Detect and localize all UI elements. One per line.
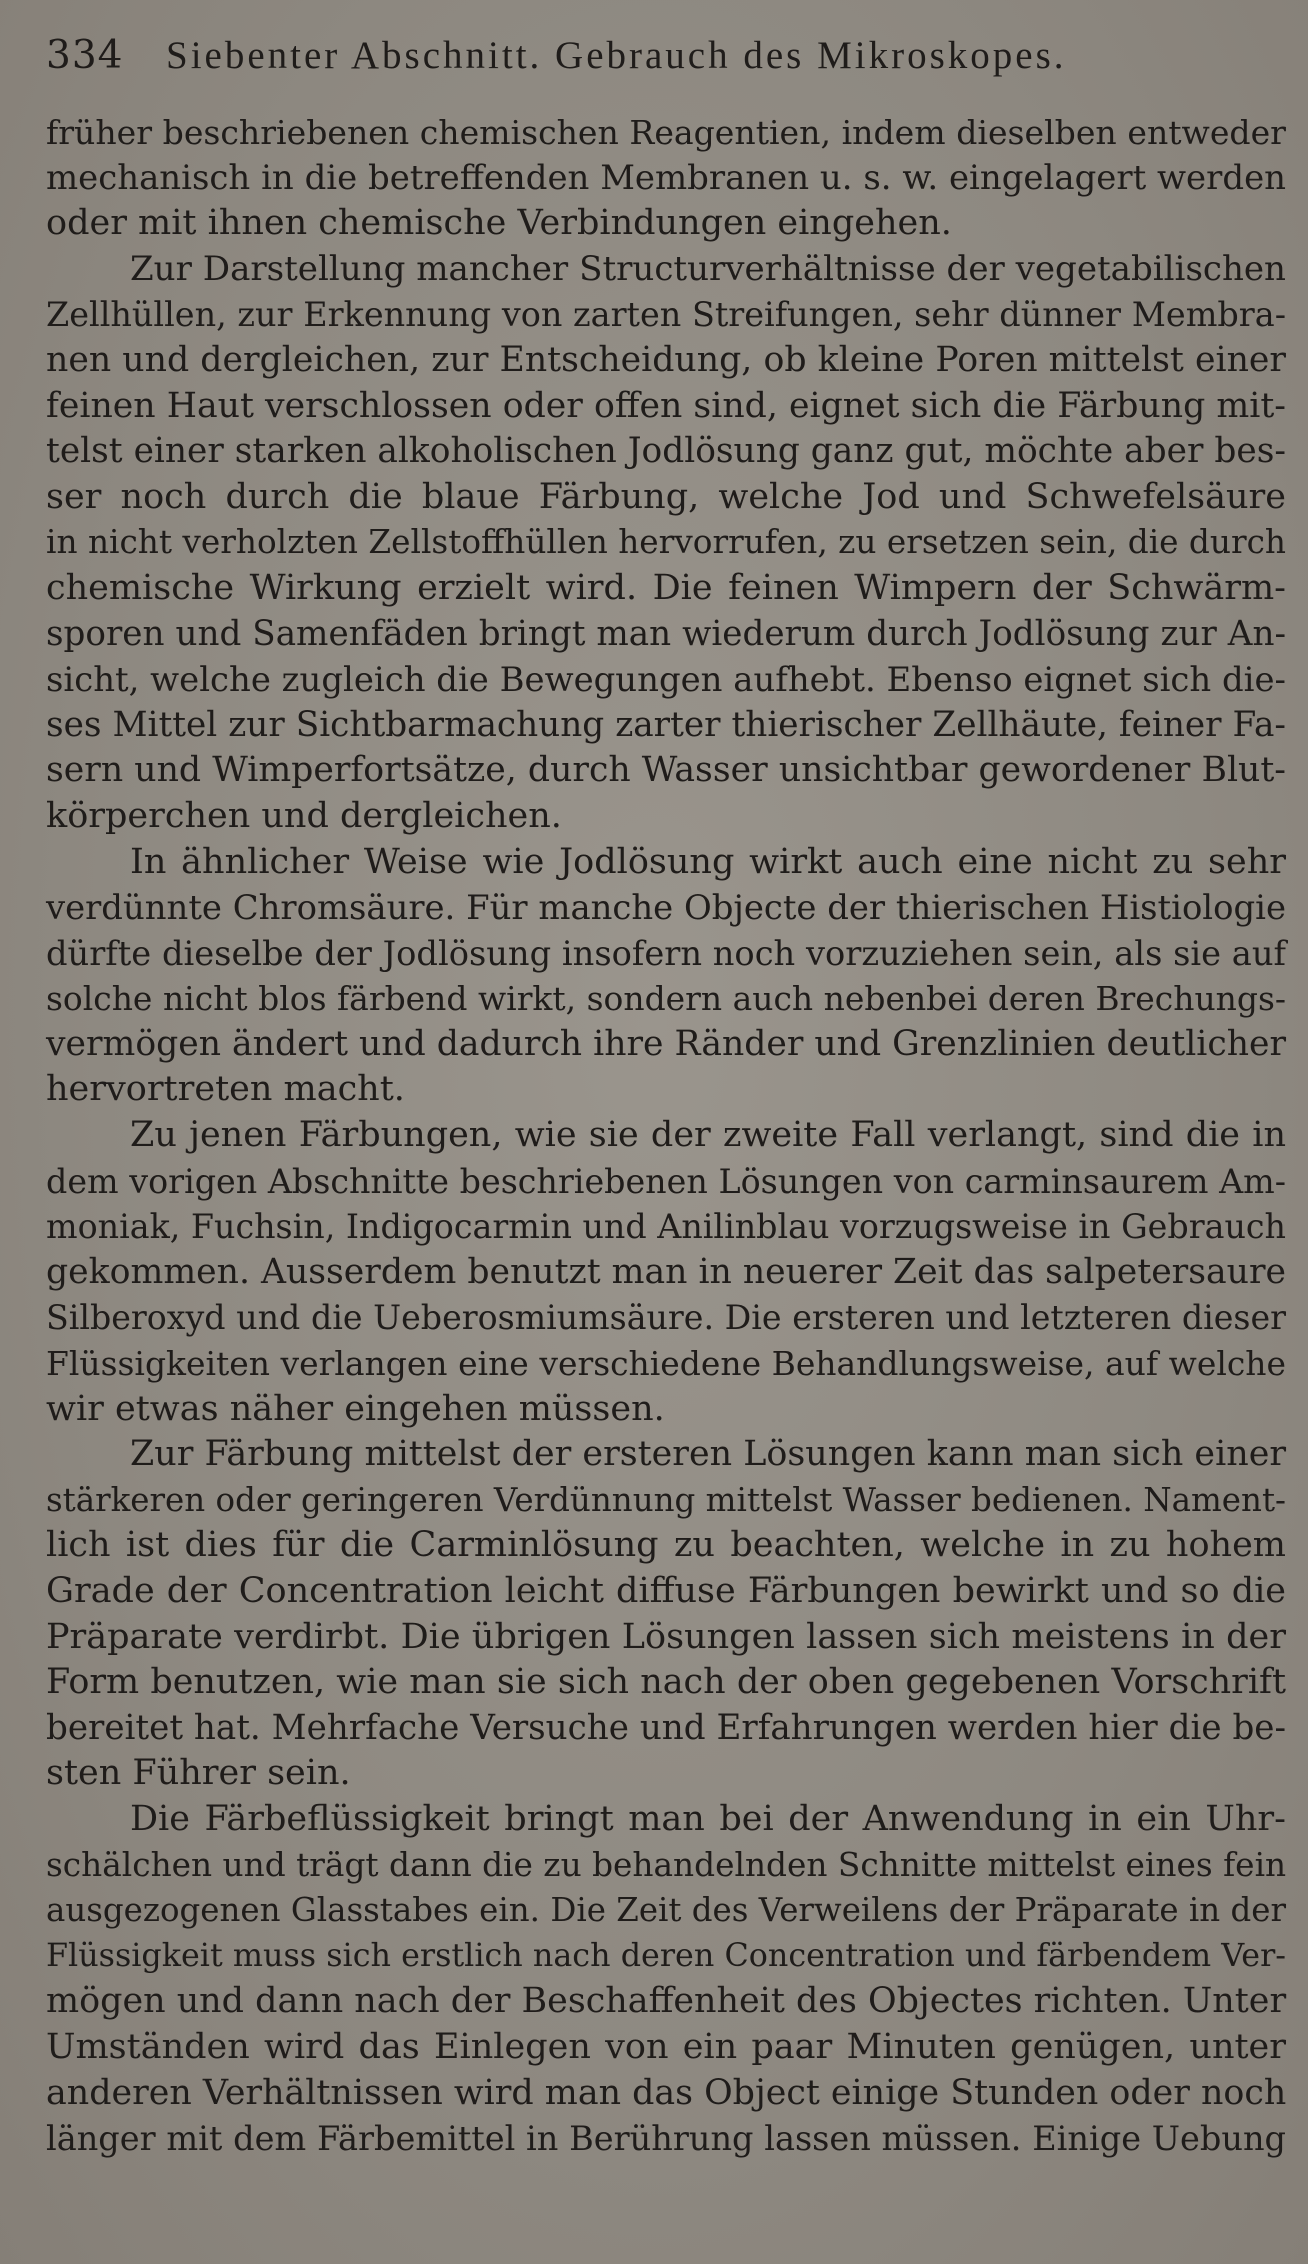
text-line: körperchen und dergleichen. (46, 795, 562, 836)
paragraph-start-line: Zur Darstellung mancher Structurverhältnisse der vegetabilischen (130, 248, 1286, 289)
text-line: anderen Verhältnissen wird man das Object einige Stunden oder noch (46, 2072, 1287, 2113)
text-line: Flüssigkeiten verlangen eine verschiedene Behandlungsweise, auf welche (46, 1344, 1286, 1384)
text-line: Form benutzen, wie man sie sich nach der oben gegebenen Vorschrift (46, 1662, 1286, 1703)
text-line: in nicht verholzten Zellstoffhüllen hervorrufen, zu ersetzen sein, die durch (46, 523, 1286, 562)
text-line: moniak, Fuchsin, Indigocarmin und Anilinblau vorzugsweise in Gebrauch (46, 1207, 1287, 1247)
page-number: 334 (46, 33, 124, 78)
text-line: feinen Haut verschlossen oder offen sind, eignet sich die Färbung mit- (46, 385, 1286, 426)
text-line: sern und Wimperfortsätze, durch Wasser unsichtbar gewordener Blut- (46, 750, 1286, 791)
text-line: sporen und Samenfäden bringt man wiederum durch Jodlösung zur An- (46, 613, 1286, 654)
body-text (46, 110, 1286, 2162)
text-line: Silberoxyd und die Ueberosmiumsäure. Die ersteren und letzteren dieser (46, 1298, 1286, 1338)
text-line: nen und dergleichen, zur Entscheidung, ob kleine Poren mittelst einer (46, 339, 1286, 380)
text-line: mögen und dann nach der Beschaffenheit des Objectes richten. Unter (46, 1981, 1287, 2022)
text-line: schälchen und trägt dann die zu behandelnden Schnitte mittelst eines fein (46, 1845, 1287, 1884)
text-line: verdünnte Chromsäure. Für manche Objecte der thierischen Histiologie (46, 888, 1286, 928)
text-line: Umständen wird das Einlegen von ein paar Minuten genügen, unter (46, 2026, 1286, 2067)
running-head-title: Siebenter Abschnitt. Gebrauch des Mikroskopes. (166, 34, 1067, 77)
running-head (46, 28, 1266, 84)
text-line: Flüssigkeit muss sich erstlich nach deren Concentration und färbendem Ver- (46, 1937, 1286, 1974)
paragraph-start-line: Zu jenen Färbungen, wie sie der zweite Fall verlangt, sind die in (130, 1115, 1286, 1156)
paragraph-start-line: Zur Färbung mittelst der ersteren Lösungen kann man sich einer (130, 1434, 1286, 1475)
text-line: Grade der Concentration leicht diffuse Färbungen bewirkt und so die (46, 1571, 1286, 1611)
text-line: gekommen. Ausserdem benutzt man in neuerer Zeit das salpetersaure (46, 1251, 1286, 1292)
text-line: länger mit dem Färbemittel in Berührung lassen müssen. Einige Uebung (46, 2119, 1286, 2159)
text-line: Präparate verdirbt. Die übrigen Lösungen lassen sich meistens in der (46, 1616, 1286, 1657)
text-line: solche nicht blos färbend wirkt, sondern auch nebenbei deren Brechungs- (46, 979, 1286, 1019)
text-line: chemische Wirkung erzielt wird. Die feinen Wimpern der Schwärm- (46, 567, 1286, 608)
paragraph-start-line: Die Färbeflüssigkeit bringt man bei der Anwendung in ein Uhr- (130, 1798, 1286, 1839)
text-line: telst einer starken alkoholischen Jodlösung ganz gut, möchte aber bes- (46, 431, 1286, 472)
text-line: dem vorigen Abschnitte beschriebenen Lösungen von carminsaurem Am- (46, 1161, 1286, 1201)
text-line: ausgezogenen Glasstabes ein. Die Zeit des Verweilens der Präparate in der (46, 1891, 1286, 1930)
text-line: bereitet hat. Mehrfache Versuche und Erfahrungen werden hier die be- (46, 1707, 1286, 1748)
text-line: lich ist dies für die Carminlösung zu beachten, welche in zu hohem (46, 1525, 1286, 1566)
text-line: stärkeren oder geringeren Verdünnung mittelst Wasser bedienen. Nament- (46, 1480, 1286, 1519)
text-line: oder mit ihnen chemische Verbindungen eingehen. (46, 203, 952, 244)
text-line: früher beschriebenen chemischen Reagentien, indem dieselben entweder (46, 113, 1286, 152)
text-line: hervortreten macht. (46, 1069, 405, 1110)
text-line: dürfte dieselbe der Jodlösung insofern noch vorzuziehen sein, als sie auf (46, 933, 1286, 973)
text-line: ser noch durch die blaue Färbung, welche Jod und Schwefelsäure (46, 476, 1286, 517)
text-line: wir etwas näher eingehen müssen. (46, 1388, 665, 1429)
text-line: Zellhüllen, zur Erkennung von zarten Streifungen, sehr dünner Membra- (46, 295, 1286, 335)
text-line: vermögen ändert und dadurch ihre Ränder und Grenzlinien deutlicher (46, 1023, 1286, 1064)
paragraph-start-line: In ähnlicher Weise wie Jodlösung wirkt auch eine nicht zu sehr (130, 841, 1286, 882)
text-line: sicht, welche zugleich die Bewegungen aufhebt. Ebenso eignet sich die- (46, 660, 1286, 700)
text-line: sten Führer sein. (46, 1753, 351, 1794)
text-line: ses Mittel zur Sichtbarmachung zarter thierischer Zellhäute, feiner Fa- (46, 704, 1286, 745)
text-line: mechanisch in die betreffenden Membranen u. s. w. eingelagert werden (46, 158, 1286, 198)
